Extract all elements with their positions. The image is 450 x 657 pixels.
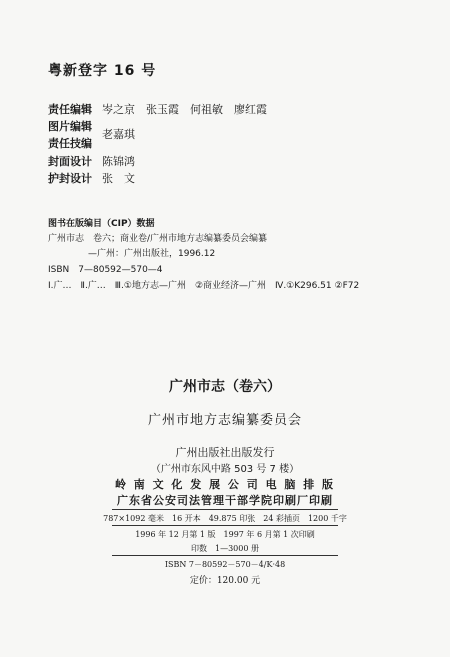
credit-value-editor: 岑之京 张玉霞 何祖敏 廖红霞 — [102, 103, 267, 116]
spec-isbn: ISBN 7－80592－570－4/K·48 — [164, 560, 286, 569]
publisher-line-1: 广州出版社出版发行 — [175, 446, 275, 459]
spec-rule-2 — [112, 555, 338, 556]
committee-name: 广州市地方志编纂委员会 — [147, 413, 302, 428]
credit-value-jacket-design: 张 文 — [102, 172, 135, 185]
registration-number: 粤新登字 16 号 — [48, 63, 157, 79]
credit-label-jacket-design: 护封设计 — [48, 172, 92, 185]
spec-price: 定价：120.00 元 — [189, 576, 261, 586]
spec-format: 787×1092 毫米 16 开本 49.875 印张 24 彩插页 1200 千字 — [103, 514, 347, 523]
spec-edition: 1996 年 12 月第 1 版 1997 年 6 月第 1 次印刷 — [135, 530, 315, 539]
cip-line-1: 广州市志 卷六；商业卷/广州市地方志编纂委员会编纂 — [48, 234, 268, 244]
spec-print-run: 印数 1—3000 册 — [191, 544, 259, 553]
spec-rule-top — [112, 509, 338, 510]
typesetter-line: 岭 南 文 化 发 展 公 司 电 脑 排 版 — [114, 478, 336, 491]
cip-classification: Ⅰ.广… Ⅱ.广… Ⅲ.①地方志—广州 ②商业经济—广州 Ⅳ.①K296.51 ②F72 — [48, 281, 360, 291]
credit-label-editor: 责任编辑 — [48, 103, 92, 116]
credit-label-image-editor: 图片编辑 — [48, 120, 92, 133]
book-title: 广州市志（卷六） — [169, 379, 281, 395]
credit-value-shared: 老嘉琪 — [102, 128, 135, 141]
cip-isbn: ISBN 7—80592—570—4 — [48, 265, 163, 275]
spec-rule-1 — [112, 525, 338, 526]
printer-line: 广东省公安司法管理干部学院印刷厂印刷 — [117, 494, 333, 507]
cip-heading: 图书在版编目（CIP）数据 — [48, 219, 155, 229]
credit-label-tech-editor: 责任技编 — [48, 137, 92, 150]
cip-line-2: —广州：广州出版社，1996.12 — [88, 249, 216, 259]
credit-label-cover-design: 封面设计 — [48, 155, 92, 168]
publisher-address: （广州市东风中路 503 号 7 楼） — [150, 464, 300, 475]
credit-value-cover-design: 陈锦鸿 — [102, 155, 135, 168]
